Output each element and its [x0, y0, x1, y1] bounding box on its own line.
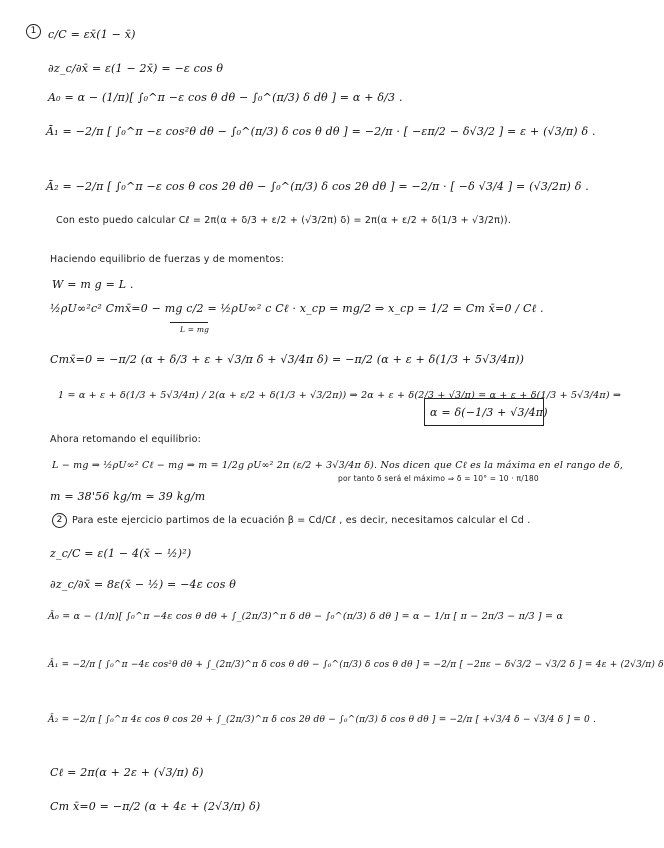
weight-lift-equation: W = m g = L . — [52, 278, 134, 291]
coefficient-a2-equation-2: Ā₂ = −2/π [ ∫₀^π 4ε cos θ cos 2θ + ∫_(2π/3)^π δ cos 2θ dθ − ∫₀^(π/3) δ cos θ dθ ] = −2/π [ +√3/4 δ − √3/4 δ ] = 0 . — [48, 715, 597, 725]
equilibrium-heading: Haciendo equilibrio de fuerzas y de momentos: — [50, 254, 284, 265]
delta-maximum-note: por tanto δ será el máximo ⇒ δ = 10° = 10 · π/180 — [338, 474, 539, 483]
moment-coefficient-equation: Cmx̄=0 = −π/2 (α + δ/3 + ε + √3/π δ + √3/4π δ) = −π/2 (α + ε + δ(1/3 + 5√3/4π)) — [50, 353, 525, 366]
coefficient-a1-equation: Ā₁ = −2/π [ ∫₀^π −ε cos²θ dθ − ∫₀^(π/3) δ cos θ dθ ] = −2/π · [ −επ/2 − δ√3/2 ] = ε + (√3/π) δ . — [46, 125, 596, 138]
coefficient-a0-equation-2: Ā₀ = α − (1/π)[ ∫₀^π −4ε cos θ dθ + ∫_(2π/3)^π δ dθ − ∫₀^(π/3) δ dθ ] = α − 1/π [ π − 2π/3 − π/3 ] = α — [48, 611, 564, 622]
coefficient-a0-equation: A₀ = α − (1/π)[ ∫₀^π −ε cos θ dθ − ∫₀^(π/3) δ dθ ] = α + δ/3 . — [48, 91, 403, 104]
coefficient-a2-equation: Ā₂ = −2/π [ ∫₀^π −ε cos θ cos 2θ dθ − ∫₀^(π/3) δ cos 2θ dθ ] = −2/π · [ −δ √3/4 ] = (√3/2π) δ . — [46, 180, 589, 193]
camber-slope-equation: ∂z_c/∂x̄ = ε(1 − 2x̄) = −ε cos θ — [48, 62, 224, 75]
lift-coefficient-equation-2: Cℓ = 2π(α + 2ε + (√3/π) δ) — [50, 766, 204, 779]
camber-slope-equation-2: ∂z_c/∂x̄ = 8ε(x̄ − ½) = −4ε cos θ — [50, 578, 237, 591]
mass-result: m = 38'56 kg/m ≃ 39 kg/m — [50, 490, 206, 503]
camber-line-equation: c/C = εx̄(1 − x̄) — [48, 28, 136, 41]
lift-coefficient-sentence: Con esto puedo calcular Cℓ = 2π(α + δ/3 + ε/2 + (√3/2π) δ) = 2π(α + ε/2 + δ(1/3 + √3/2π)). — [56, 215, 512, 226]
angle-result-box — [424, 398, 544, 426]
coefficient-a1-equation-2: Ā₁ = −2/π [ ∫₀^π −4ε cos²θ dθ + ∫_(2π/3)^π δ cos θ dθ − ∫₀^(π/3) δ cos θ dθ ] = −2/π [ −2πε − δ√3/2 − √3/2 δ ] = 4ε + (2√3/π) δ — [48, 660, 664, 670]
camber-line-equation-2: z_c/C = ε(1 − 4(x̄ − ½)²) — [50, 547, 192, 560]
angle-derivation-equation: 1 = α + ε + δ(1/3 + 5√3/4π) / 2(α + ε/2 + δ(1/3 + √3/2π)) ⇒ 2α + ε + δ(2/3 + √3/π) = α + ε + δ(1/3 + 5√3/4π) ⇒ — [58, 390, 622, 401]
exercise-two-intro: Para este ejercicio partimos de la ecuación β = Cd/Cℓ , es decir, necesitamos calcular el Cd . — [72, 515, 531, 526]
mass-equation: L − mg ⇒ ½ρU∞² Cℓ − mg ⇒ m = 1/2g ρU∞² 2π (ε/2 + 3√3/4π δ). Nos dicen que Cℓ es la máxima en el rango de δ, — [52, 460, 624, 471]
section-marker-2: 2 — [52, 513, 67, 528]
equilibrium-restatement: Ahora retomando el equilibrio: — [50, 434, 202, 445]
moment-underline — [170, 322, 208, 323]
angle-result: α = δ(−1/3 + √3/4π) — [430, 406, 548, 419]
section-marker-1: 1 — [26, 24, 41, 39]
lift-weight-note: L = mg — [180, 325, 210, 334]
moment-balance-equation: ½ρU∞²c² Cmx̄=0 − mg c/2 = ½ρU∞² c Cℓ · x_cp = mg/2 ⇒ x_cp = 1/2 = Cm x̄=0 / Cℓ . — [50, 302, 544, 315]
moment-coefficient-equation-2: Cm x̄=0 = −π/2 (α + 4ε + (2√3/π) δ) — [50, 800, 261, 813]
